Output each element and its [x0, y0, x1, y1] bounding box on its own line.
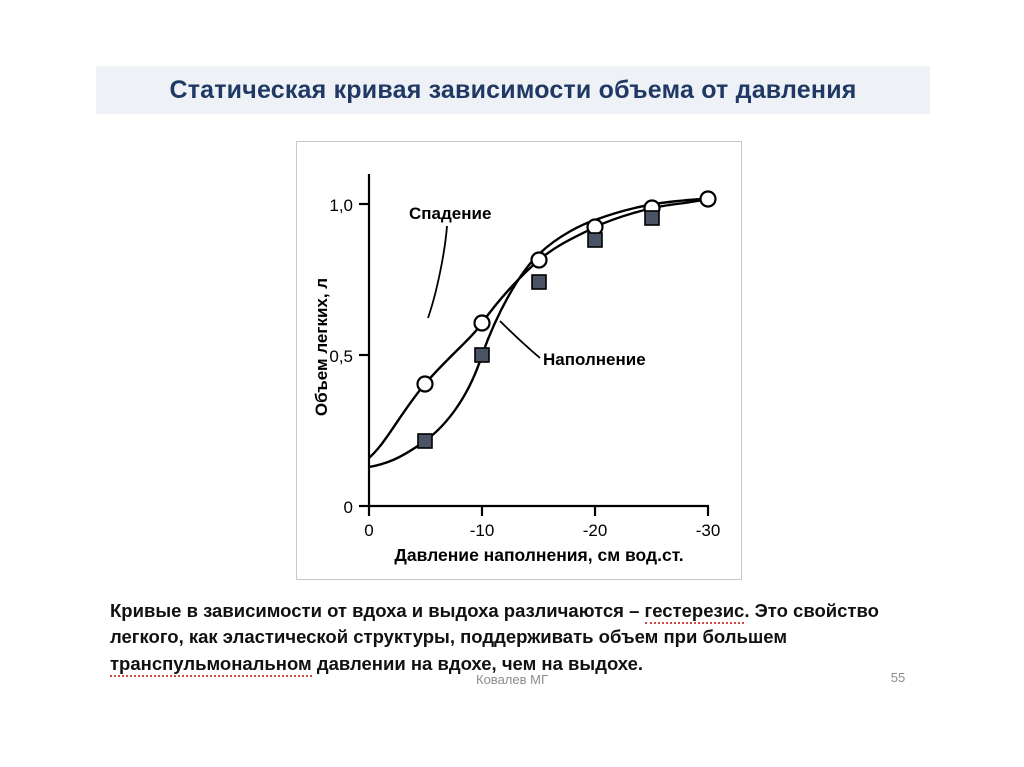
annotation-deflation — [409, 204, 491, 318]
y-axis-title: Объем легких, л — [312, 277, 331, 417]
caption-term-transpulmonary: транспульмональном — [110, 653, 312, 677]
caption-part-1: Кривые в зависимости от вдоха и выдоха различаются – — [110, 600, 645, 621]
xtick-label-1: -10 — [469, 521, 495, 540]
xtick-label-2: -20 — [582, 521, 608, 540]
annotation-inflation — [500, 321, 646, 369]
page-title: Статическая кривая зависимости объема от давления — [169, 75, 857, 104]
annotation-deflation-label: Спадение — [409, 204, 492, 223]
curve-inflation — [369, 199, 708, 467]
caption-term-hysteresis: гестерезис — [645, 600, 745, 624]
xtick-label-0: 0 — [364, 521, 374, 540]
caption-part-2: . Это свойство легкого, как эластической структуры, поддерживать объем при большем — [110, 600, 879, 648]
page-number: 55 — [890, 670, 906, 685]
xtick-label-3: -30 — [695, 521, 721, 540]
chart-figure — [296, 141, 742, 580]
ytick-label-2: 1,0 — [329, 196, 353, 215]
footer-author: Ковалев МГ — [476, 672, 548, 687]
slide-caption — [110, 598, 920, 677]
pressure-volume-chart — [297, 142, 739, 577]
x-axis-title: Давление наполнения, см вод.ст. — [394, 545, 684, 565]
ytick-label-1: 0,5 — [329, 347, 353, 366]
caption-part-3: давлении на вдохе, чем на выдохе. — [311, 652, 644, 674]
annotation-inflation-label: Наполнение — [543, 350, 646, 369]
slide-title-bar — [96, 66, 930, 114]
curve-deflation — [369, 199, 708, 458]
ytick-label-0: 0 — [343, 498, 353, 517]
